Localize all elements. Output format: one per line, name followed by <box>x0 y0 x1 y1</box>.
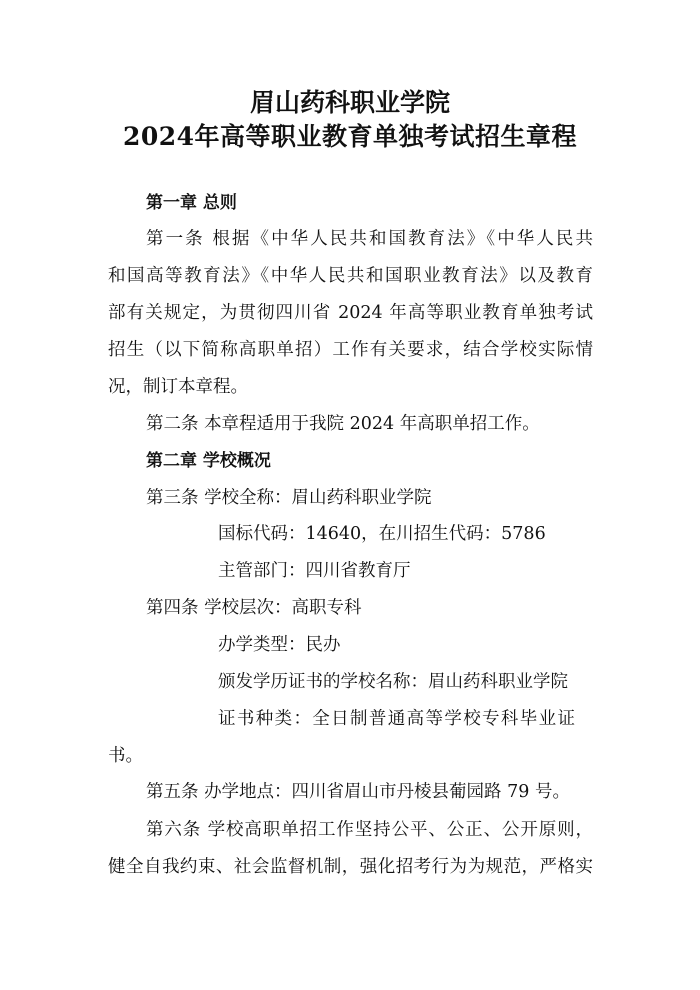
article-3-line-3: 主管部门：四川省教育厅 <box>218 561 411 581</box>
article-1-line-4: 招生（以下简称高职单招）工作有关要求，结合学校实际情 <box>108 340 593 360</box>
article-1-line-5: 况，制订本章程。 <box>108 377 248 397</box>
doc-title-school: 眉山药科职业学院 <box>249 88 450 117</box>
article-1-line-3: 部有关规定，为贯彻四川省 2024 年高等职业教育单独考试 <box>108 303 593 323</box>
article-6-line-2: 健全自我约束、社会监督机制，强化招考行为为规范，严格实 <box>108 857 593 877</box>
article-4-line-2: 办学类型：民办 <box>218 635 341 655</box>
chapter-2-heading: 第二章 学校概况 <box>146 451 271 471</box>
article-1-line-2: 和国高等教育法》《中华人民共和国职业教育法》以及教育 <box>108 266 593 286</box>
article-4-line-1: 第四条 学校层次：高职专科 <box>146 598 362 618</box>
article-1-line-1: 第一条 根据《中华人民共和国教育法》《中华人民共 <box>146 229 593 249</box>
article-6-line-1: 第六条 学校高职单招工作坚持公平、公正、公开原则， <box>146 820 593 840</box>
article-5: 第五条 办学地点：四川省眉山市丹棱县葡园路 79 号。 <box>146 782 570 802</box>
article-3-line-1: 第三条 学校全称：眉山药科职业学院 <box>146 488 432 508</box>
article-3-line-2: 国标代码：14640，在川招生代码：5786 <box>218 524 546 544</box>
article-2: 第二条 本章程适用于我院 2024 年高职单招工作。 <box>146 414 540 434</box>
article-4-line-5: 书。 <box>108 746 143 766</box>
article-4-line-4: 证书种类：全日制普通高等学校专科毕业证 <box>218 709 575 729</box>
article-4-line-3: 颁发学历证书的学校名称：眉山药科职业学院 <box>218 672 568 692</box>
doc-title-charter: 2024年高等职业教育单独考试招生章程 <box>122 122 578 151</box>
chapter-1-heading: 第一章 总则 <box>146 193 237 213</box>
